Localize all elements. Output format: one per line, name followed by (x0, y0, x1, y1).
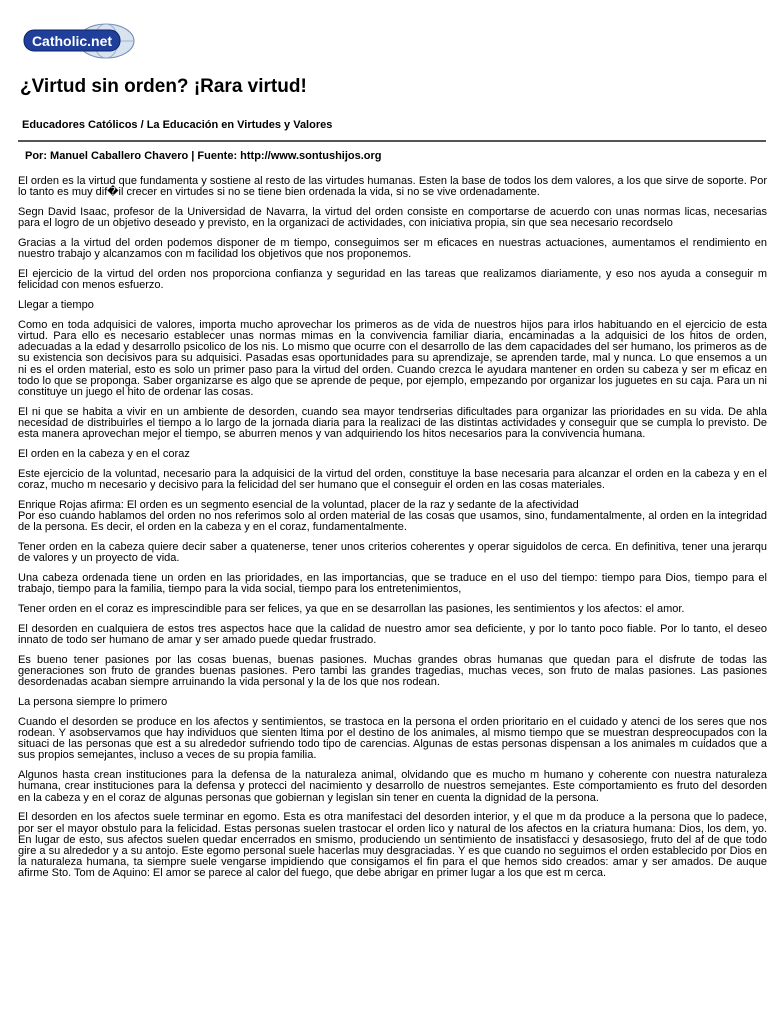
article-paragraph (18, 573, 767, 595)
article-paragraph (18, 812, 767, 879)
quote-line: Enrique Rojas afirma: El orden es un segmento esencial de la voluntad, placer de la raz y sedante de la afectividad (18, 498, 579, 511)
article-paragraph (18, 770, 767, 804)
paragraph-text: Gracias a la virtud del orden podemos disponer de m tiempo, conseguimos ser m eficaces en nuestras actuaciones, aumentamos el rendimiento en nuestro trabajo y alcanzamos con m facilidad los objetivos que nos proponemos. (18, 237, 767, 261)
paragraph-text: Tener orden en la cabeza quiere decir saber a quatenerse, tener unos criterios coherentes y operar siguidolos de cerca. En definitiva, tener una jerarqu de valores y un proyecto de vida. (18, 541, 767, 565)
paragraph-text: El desorden en cualquiera de estos tres aspectos hace que la calidad de nuestro amor sea deficiente, y por lo tanto poco fiable. Por lo tanto, el deseo innato de todo ser humano de amar y ser amado puede quedar frustrado. (18, 622, 767, 647)
paragraph-text: Cuando el desorden se produce en los afectos y sentimientos, se trastoca en la persona el orden prioritario en el cuidado y atenci de los seres que nos rodean. Y asobservamos que hay individuos que sienten ltima por el destino de los animales, al mismo tiempo que se muestran despreocupados con la situaci de las personas que est a su alrededor sufriendo todo tipo de carencias. Algunas de estas personas dispensan a los animales m cuidados que a sus propios semejantes, incluso a veces de su propia familia. (18, 715, 767, 762)
paragraph-text: El orden es la virtud que fundamenta y sostiene al resto de las virtudes humanas. Esten la base de todos los dem valores, a los que sirve de soporte. Por lo tanto es muy dif�il crecer en virtudes si no se tiene bien ordenada la vida, si no se vive ordenadamente. (18, 175, 767, 199)
article-paragraph (18, 269, 767, 291)
article-paragraph (18, 320, 767, 398)
article-paragraph (18, 469, 767, 491)
article-paragraph (18, 500, 767, 534)
paragraph-text: Llegar a tiempo (18, 299, 94, 311)
paragraph-text: Una cabeza ordenada tiene un orden en las prioridades, en las importancias, que se traduce en el uso del tiempo: tiempo para Dios, tiempo para el trabajo, tiempo para la familia, tiempo para la vida social, tiempo para los entretenimientos, (18, 572, 767, 596)
article-paragraph (18, 717, 767, 762)
article-paragraph (18, 207, 767, 229)
paragraph-text: Algunos hasta crean instituciones para la defensa de la naturaleza animal, olvidando que es mucho m humano y coherente con nuestra naturaleza humana, crear instituciones para la defensa y protecci del nacimiento y desarrollo de nuestros semejantes. Este comportamiento es fruto del desorden en la cabeza y en el coraz de algunas personas que gobiernan y legislan sin tener en cuenta la dignidad de la persona. (18, 769, 767, 804)
article-paragraph (18, 176, 767, 198)
paragraph-text: Tener orden en el coraz es imprescindible para ser felices, ya que en se desarrollan las pasiones, les sentimientos y los afectos: el amor. (18, 603, 685, 616)
page-title: ¿Virtud sin orden? ¡Rara virtud! (20, 76, 307, 97)
breadcrumb: Educadores Católicos / La Educación en Virtudes y Valores (22, 119, 333, 131)
separator-line (18, 140, 766, 142)
article-paragraph (18, 407, 767, 441)
paragraph-text: El ejercicio de la virtud del orden nos proporciona confianza y seguridad en las tareas que realizamos diariamente, y eso nos ayuda a conseguir m felicidad con menos esfuerzo. (18, 268, 767, 292)
article-body (18, 176, 767, 888)
article-paragraph (18, 655, 767, 689)
paragraph-text: La persona siempre lo primero (18, 696, 168, 709)
logo-text: Catholic.net (31, 33, 113, 49)
article-paragraph (18, 542, 767, 564)
paragraph-text: El ni que se habita a vivir en un ambiente de desorden, cuando sea mayor tendrserias dificultades para organizar las prioridades en su vida. De ahla necesidad de distribuirles el tiempo a lo largo de la jornada diaria para la realizaci de las distintas actividades y conseguir que se cumpla lo previsto. De esta manera aprovechan mejor el tiempo, se aburren menos y van adquiriendo los hitos necesarios para la convivencia humana. (18, 405, 767, 441)
paragraph-text: Por eso cuando hablamos del orden no nos referimos solo al orden material de las cosas que usamos, sino, fundamentalmente, al orden en la integridad de la persona. Es decir, el orden en la cabeza y en el coraz, fundamentalmente. (18, 510, 767, 534)
paragraph-text: Es bueno tener pasiones por las cosas buenas, buenas pasiones. Muchas grandes obras humanas que quedan para el disfrute de todas las generaciones son fruto de grandes buenas pasiones. Pero tambi las grandes tragedias, muchas veces, son fruto de malas pasiones. Las pasiones desordenadas acaban siempre arruinando la vida personal y la de los que nos rodean. (18, 653, 767, 689)
paragraph-text: Segn David Isaac, profesor de la Universidad de Navarra, la virtud del orden consiste en comportarse de acuerdo con unas normas licas, necesarias para el logro de un objetivo deseado y previsto, en la organizaci de actividades, con iniciativa propia, sin que sea necesario recordselo (18, 206, 767, 230)
section-heading (18, 697, 767, 708)
article-paragraph (18, 604, 767, 615)
paragraph-text: Como en toda adquisici de valores, importa mucho aprovechar los primeros as de vida de nuestros hijos para irlos habituando en el ejercicio de esta virtud. Para ello es necesario establecer unas normas mimas en la convivencia familiar diaria, encaminadas a la adquisici de los hitos de orden, adecuadas a la edad y desarrollo psicolico de los nis. Lo mismo que ocurre con el desarrollo de las dem capacidades del ser humano, los primeros as de su existencia son decisivos para su adquisici. Pasadas esas oportunidades para su aprendizaje, se aprenden tarde, mal y nunca. Lo que ensemos a un ni es el orden material, esto es solo un primer paso para la virtud del orden. Cuando crezca le ayudara mantener en orden su cabeza y ser m eficaz en todo lo que se proponga. Saber organizarse es algo que se aprende de peque, por ejemplo, empezando por organizar los juguetes en su caja. Para un ni constituye un juego el hito de ordenar las cosas. (18, 318, 767, 399)
paragraph-text: Este ejercicio de la voluntad, necesario para la adquisici de la virtud del orden, constituye la base necesaria para alcanzar el orden en la cabeza y en el coraz, mucho m necesario y decisivo para la felicidad del ser humano que el conseguir el orden en las cosas materiales. (18, 467, 767, 492)
author-byline: Por: Manuel Caballero Chavero | Fuente: http://www.sontushijos.org (25, 150, 382, 162)
article-paragraph (18, 238, 767, 260)
article-paragraph (18, 624, 767, 646)
paragraph-text: El desorden en los afectos suele terminar en egomo. Esta es otra manifestaci del desorden interior, y el que m da produce a la persona que lo padece, por ser el mayor obstulo para la felicidad. Estas personas suelen trastocar el orden lico y natural de los afectos en la criatura humana: Dios, los dem, yo. En lugar de esto, sus afectos suelen quedar encerrados en smismo, produciendo un sentimiento de insatisfacci y desasosiego, fruto del af de que todo gire a su alrededor y a su antojo. Este egomo personal suele hacerlas muy desgraciadas. Y es que cuando no seguimos el orden establecido por Dios en la naturaleza humana, ta siempre suele vengarse impidiendo que consigamos el fin para el que hemos sido creados: amar y ser amados. De auque afirme Sto. Tom de Aquino: El amor se parece al calor del fuego, que debe abrigar en primer lugar a los que est m cerca. (18, 811, 767, 880)
catholic-net-logo[interactable] (22, 22, 140, 60)
section-heading (18, 449, 767, 460)
paragraph-text: El orden en la cabeza y en el coraz (18, 448, 190, 461)
section-heading (18, 300, 767, 311)
